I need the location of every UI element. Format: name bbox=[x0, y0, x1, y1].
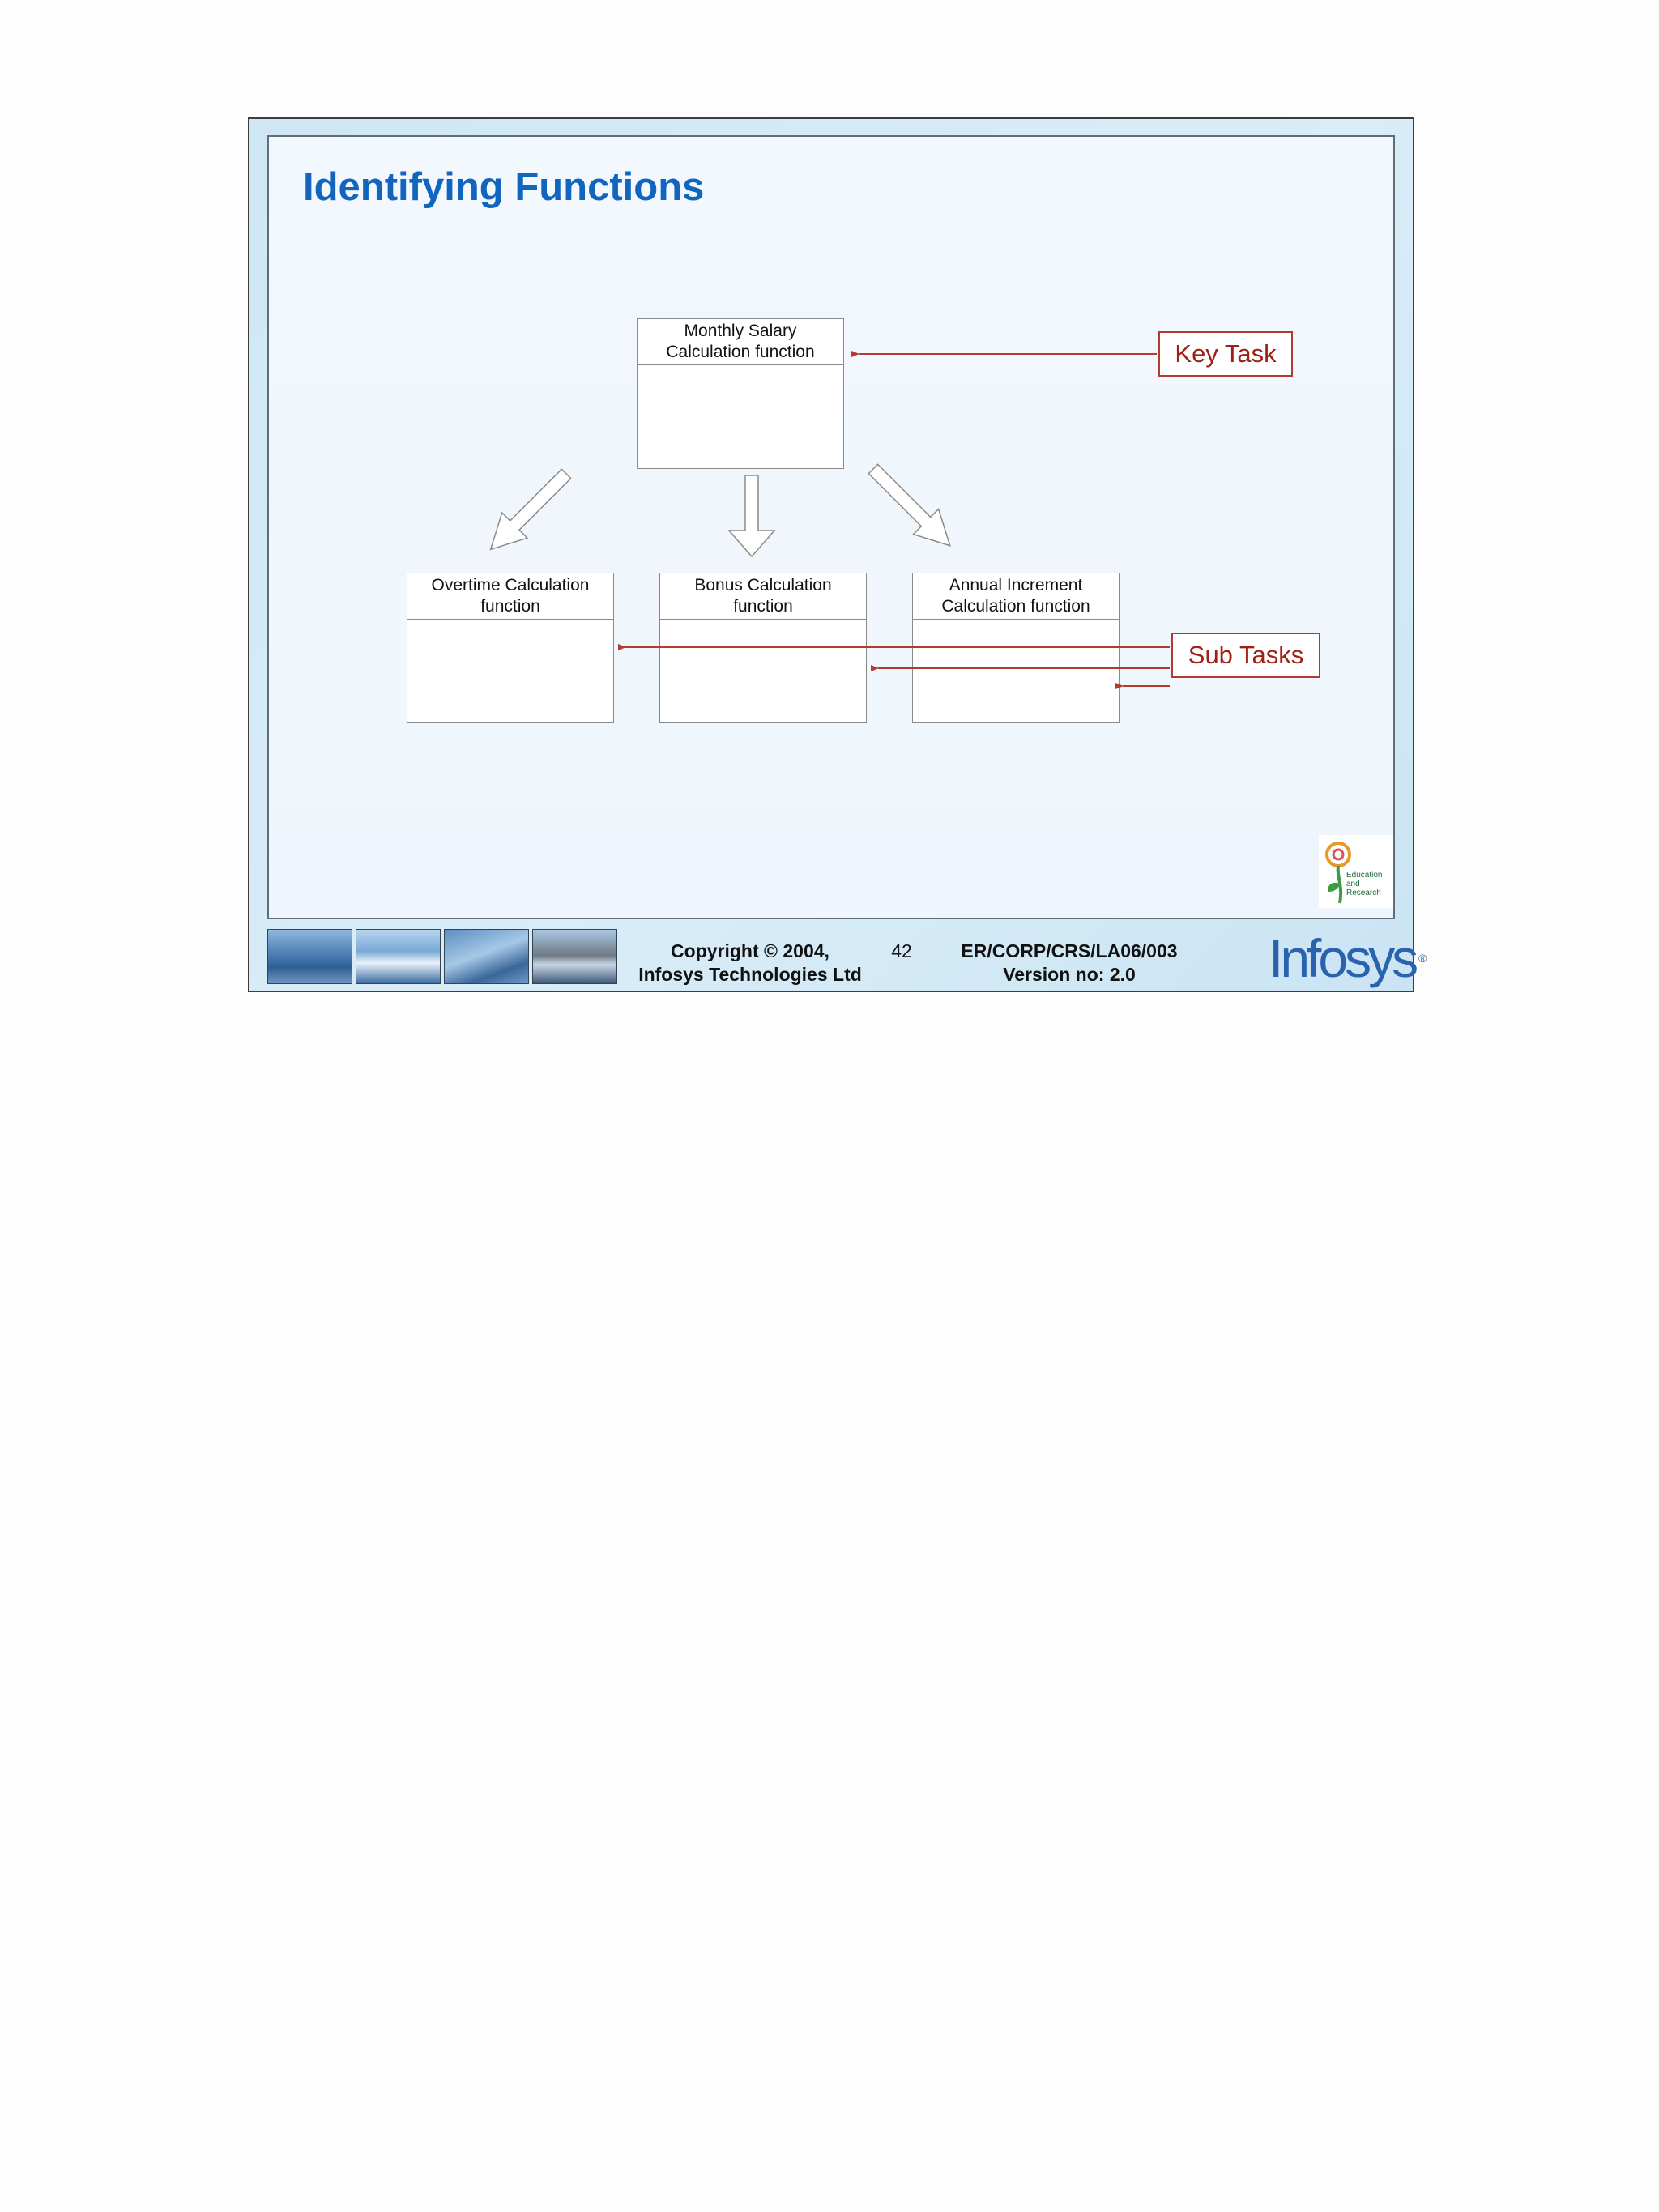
footer-photo-strip bbox=[267, 929, 617, 984]
education-research-logo bbox=[1319, 835, 1393, 908]
sub-function-label: Bonus Calculation function bbox=[660, 573, 866, 620]
document-code: ER/CORP/CRS/LA06/003 bbox=[961, 940, 1178, 961]
sub-tasks-callout: Sub Tasks bbox=[1171, 633, 1320, 678]
content-panel bbox=[267, 135, 1395, 919]
page-number: 42 bbox=[891, 940, 912, 961]
campus-photo bbox=[356, 929, 441, 984]
campus-photo bbox=[444, 929, 529, 984]
key-task-callout: Key Task bbox=[1158, 331, 1293, 377]
block-arrow-down-right bbox=[860, 456, 962, 558]
copyright-line: Copyright © 2004, bbox=[671, 940, 830, 961]
key-function-label: Monthly Salary Calculation function bbox=[638, 319, 843, 365]
campus-photo bbox=[532, 929, 617, 984]
block-arrow-down-left bbox=[478, 461, 578, 561]
sub-function-label: Overtime Calculation function bbox=[407, 573, 613, 620]
version-label: Version no: 2.0 bbox=[1003, 964, 1136, 985]
sub-function-label: Annual Increment Calculation function bbox=[913, 573, 1119, 620]
campus-photo bbox=[267, 929, 352, 984]
block-arrow-down bbox=[729, 475, 774, 556]
infosys-logo bbox=[1269, 928, 1427, 988]
document-info bbox=[948, 940, 1191, 987]
company-line: Infosys Technologies Ltd bbox=[638, 964, 862, 985]
education-research-text: Education and Research bbox=[1346, 871, 1383, 897]
registered-mark: ® bbox=[1418, 952, 1427, 965]
copyright bbox=[629, 940, 872, 987]
infosys-logo-text: Infosys bbox=[1269, 928, 1416, 988]
slide-title: Identifying Functions bbox=[303, 165, 705, 209]
diagram-arrows bbox=[269, 137, 1393, 918]
slide bbox=[248, 117, 1427, 992]
